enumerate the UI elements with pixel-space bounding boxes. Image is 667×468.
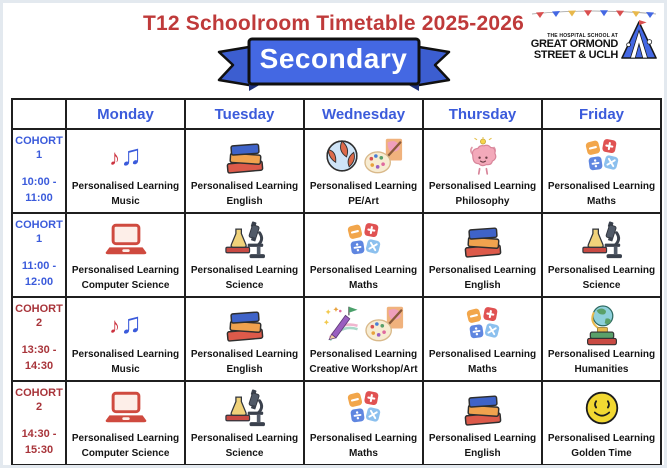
- lesson-cell: [304, 129, 423, 213]
- lesson-cell: [66, 297, 185, 381]
- lesson-title: Personalised Learning: [190, 433, 299, 444]
- cohort-cell: [12, 381, 66, 465]
- music-notes-icon: ♪♫: [109, 139, 142, 172]
- lesson-icons: [424, 385, 541, 431]
- lesson-icons: [424, 133, 541, 179]
- lesson-title: Personalised Learning: [547, 433, 656, 444]
- smiley-icon: [584, 390, 620, 426]
- math-cards-icon: [345, 221, 383, 259]
- lesson-title: Personalised Learning: [309, 265, 418, 276]
- timetable-row: [12, 213, 661, 297]
- day-header-friday: Friday: [542, 99, 661, 129]
- math-cards-icon: [583, 137, 621, 175]
- lesson-cell: [423, 381, 542, 465]
- lesson-cell: [66, 381, 185, 465]
- lesson-icons: [543, 217, 660, 263]
- microscope-icon: [224, 388, 266, 428]
- lesson-title: Personalised Learning: [190, 265, 299, 276]
- lesson-subject: Science: [582, 279, 621, 291]
- timetable-row: [12, 381, 661, 465]
- lesson-icons: [305, 133, 422, 179]
- microscope-icon: [581, 220, 623, 260]
- math-cards-icon: [345, 389, 383, 427]
- lesson-cell: [185, 381, 304, 465]
- lesson-cell: [542, 297, 661, 381]
- laptop-icon: [103, 390, 149, 426]
- lesson-cell: [423, 297, 542, 381]
- microscope-icon: [224, 220, 266, 260]
- lesson-title: Personalised Learning: [428, 349, 537, 360]
- lesson-title: Personalised Learning: [71, 349, 180, 360]
- books-icon: [461, 388, 505, 428]
- lesson-subject: English: [464, 279, 501, 291]
- lesson-icons: [67, 385, 184, 431]
- cohort-time: 10:00 - 11:00: [21, 175, 57, 205]
- lesson-title: Personalised Learning: [428, 265, 537, 276]
- lesson-subject: Creative Workshop/Art: [309, 363, 418, 375]
- cohort-time: 14:30 - 15:30: [21, 427, 57, 457]
- lesson-subject: Computer Science: [81, 447, 170, 459]
- cohort-time: 13:30 - 14:30: [21, 343, 57, 373]
- logo-text: [530, 28, 618, 62]
- day-header-tuesday: Tuesday: [185, 99, 304, 129]
- lesson-icons: [186, 133, 303, 179]
- lesson-cell: [304, 213, 423, 297]
- lesson-icons: [424, 301, 541, 347]
- lesson-icons: [67, 133, 184, 179]
- cohort-label: COHORT: [15, 303, 63, 316]
- lesson-cell: [185, 129, 304, 213]
- day-header-monday: Monday: [66, 99, 185, 129]
- lesson-title: Personalised Learning: [71, 181, 180, 192]
- timetable: [11, 98, 662, 466]
- lesson-title: Personalised Learning: [190, 349, 299, 360]
- lesson-subject: Maths: [349, 447, 378, 459]
- lesson-subject: Humanities: [574, 363, 629, 375]
- lesson-icons: [67, 301, 184, 347]
- lesson-title: Personalised Learning: [547, 349, 656, 360]
- lesson-cell: [185, 297, 304, 381]
- cohort-cell: [12, 213, 66, 297]
- logo-line3: STREET & UCLH: [533, 49, 618, 62]
- cohort-number: 2: [35, 317, 43, 329]
- cohort-time: 11:00 - 12:00: [21, 259, 57, 289]
- math-cards-icon: [464, 305, 502, 343]
- lesson-subject: Maths: [349, 279, 378, 291]
- lesson-cell: [304, 297, 423, 381]
- lesson-subject: Science: [225, 447, 264, 459]
- cohort-cell: [12, 297, 66, 381]
- lesson-subject: Maths: [468, 363, 497, 375]
- lesson-icons: [305, 217, 422, 263]
- lesson-icons: [424, 217, 541, 263]
- tent-icon: [620, 18, 658, 62]
- lesson-cell: [66, 129, 185, 213]
- logo-line1: THE HOSPITAL SCHOOL AT: [547, 32, 618, 39]
- school-logo: [530, 8, 658, 70]
- lesson-subject: Maths: [587, 195, 616, 207]
- brain-icon: [466, 135, 500, 177]
- lesson-icons: [543, 385, 660, 431]
- day-header-row: [12, 99, 661, 129]
- cohort-number: 1: [35, 149, 43, 161]
- lesson-title: Personalised Learning: [309, 349, 418, 360]
- lesson-title: Personalised Learning: [71, 265, 180, 276]
- lesson-title: Personalised Learning: [71, 433, 180, 444]
- corner-cell: [12, 99, 66, 129]
- lesson-icons: [67, 217, 184, 263]
- lesson-title: Personalised Learning: [309, 433, 418, 444]
- lesson-title: Personalised Learning: [547, 181, 656, 192]
- books-icon: [223, 136, 267, 176]
- cohort-cell: [12, 129, 66, 213]
- lesson-cell: [542, 129, 661, 213]
- lesson-subject: English: [464, 447, 501, 459]
- lesson-cell: [304, 381, 423, 465]
- lesson-cell: [423, 129, 542, 213]
- logo-line2: GREAT ORMOND: [530, 37, 618, 50]
- timetable-row: [12, 297, 661, 381]
- lesson-icons: [305, 385, 422, 431]
- cohort-label: COHORT: [15, 219, 63, 232]
- lesson-cell: [66, 213, 185, 297]
- lesson-subject: English: [226, 195, 263, 207]
- lesson-icons: [305, 301, 422, 347]
- lesson-icons: [543, 133, 660, 179]
- secondary-banner: [209, 34, 459, 96]
- lesson-subject: English: [226, 363, 263, 375]
- lesson-subject: Golden Time: [571, 447, 632, 459]
- lesson-cell: [423, 213, 542, 297]
- lesson-cell: [185, 213, 304, 297]
- lesson-cell: [542, 213, 661, 297]
- lesson-subject: Science: [225, 279, 264, 291]
- lesson-subject: Computer Science: [81, 279, 170, 291]
- lesson-title: Personalised Learning: [547, 265, 656, 276]
- lesson-subject: Philosophy: [455, 195, 510, 207]
- globe-books-icon: [584, 302, 620, 346]
- day-header-wednesday: Wednesday: [304, 99, 423, 129]
- lesson-subject: Music: [111, 195, 140, 207]
- music-notes-icon: ♪♫: [109, 307, 142, 340]
- art-palette-icon: [364, 137, 404, 175]
- page-title: T12 Schoolroom Timetable 2025-2026: [142, 12, 525, 35]
- cohort-label: COHORT: [15, 387, 63, 400]
- lesson-cell: [542, 381, 661, 465]
- lesson-title: Personalised Learning: [428, 433, 537, 444]
- books-icon: [461, 220, 505, 260]
- day-header-thursday: Thursday: [423, 99, 542, 129]
- cohort-number: 1: [35, 233, 43, 245]
- lesson-title: Personalised Learning: [428, 181, 537, 192]
- lesson-icons: [186, 385, 303, 431]
- lesson-subject: Music: [111, 363, 140, 375]
- lesson-icons: [186, 217, 303, 263]
- lesson-subject: PE/Art: [348, 195, 379, 207]
- art-palette-icon: [365, 305, 405, 343]
- lesson-title: Personalised Learning: [309, 181, 418, 192]
- laptop-icon: [103, 222, 149, 258]
- cohort-number: 2: [35, 401, 43, 413]
- banner-label: Secondary: [259, 43, 408, 74]
- lesson-icons: [543, 301, 660, 347]
- books-icon: [223, 304, 267, 344]
- magic-pencil-icon: [323, 305, 361, 343]
- lesson-title: Personalised Learning: [190, 181, 299, 192]
- lesson-icons: [186, 301, 303, 347]
- cohort-label: COHORT: [15, 135, 63, 148]
- beach-ball-icon: [324, 138, 360, 174]
- timetable-row: [12, 129, 661, 213]
